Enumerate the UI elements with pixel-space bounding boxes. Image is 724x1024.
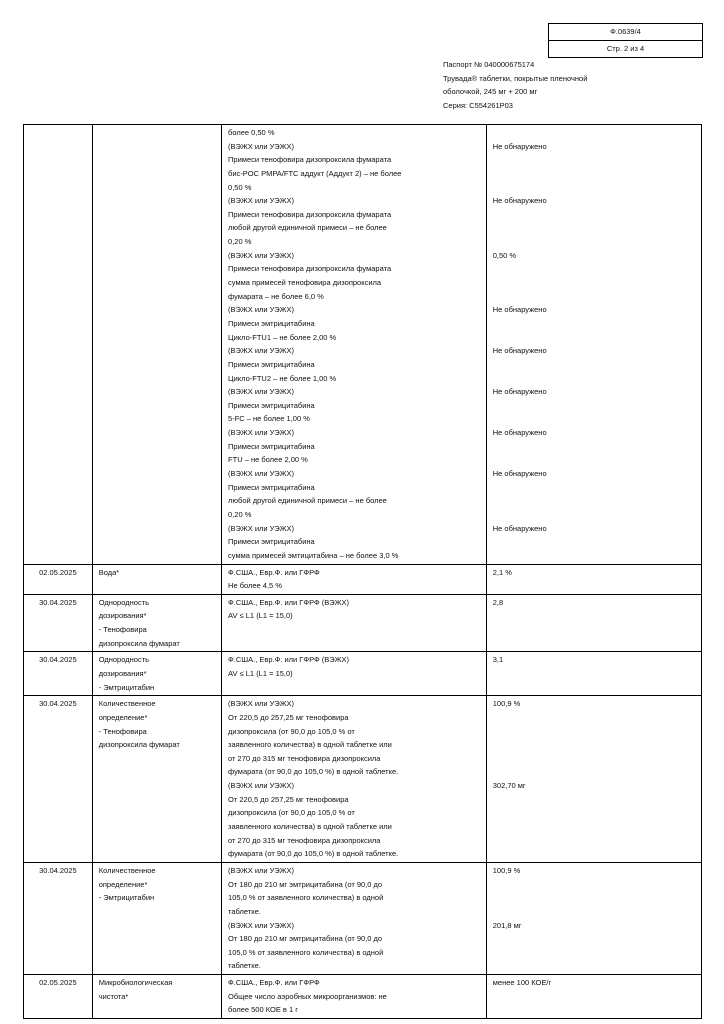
- table-row: [24, 652, 702, 696]
- test-name-line: дизопроксила фумарат: [98, 740, 180, 750]
- test-name-line: Количественное: [98, 865, 156, 875]
- form-code: Ф.0639/4: [610, 27, 641, 36]
- requirement-line: (ВЭЖХ или УЭЖХ): [228, 865, 295, 875]
- test-name-cell: [92, 564, 221, 594]
- requirement-line: 5-FC – не более 1,00 %: [228, 414, 310, 424]
- test-result-line: 100,9 %: [492, 865, 521, 875]
- test-result-line: Не обнаружено: [492, 141, 547, 151]
- test-result-line: Не обнаружено: [492, 346, 547, 356]
- table-row: [24, 862, 702, 974]
- requirement-line: заявленного количества) в одной таблетке или: [228, 740, 392, 750]
- table-row: [24, 125, 702, 565]
- requirement-line: Примеси тенофовира дизопроксила фумарата: [228, 264, 392, 274]
- requirement-line: Примеси эмтрицитабина: [228, 318, 315, 328]
- requirement-line: Примеси эмтрицитабина: [228, 441, 315, 451]
- test-result-line: Не обнаружено: [492, 469, 547, 479]
- test-result-line: [493, 891, 695, 905]
- requirement-line: Не более 4,5 %: [228, 581, 282, 591]
- test-result-cell: [486, 564, 701, 594]
- requirement-line: (ВЭЖХ или УЭЖХ): [228, 781, 295, 791]
- test-result-line: 100,9 %: [492, 699, 521, 709]
- requirement-line: Цикло-FTU2 – не более 1,00 %: [228, 373, 337, 383]
- test-result-line: менее 100 КОЕ/г: [492, 978, 552, 988]
- test-result-line: [493, 412, 695, 426]
- test-result-line: [493, 221, 695, 235]
- test-result-line: Не обнаружено: [492, 387, 547, 397]
- test-result-line: [493, 494, 695, 508]
- test-date: 30.04.2025: [24, 594, 93, 652]
- test-name-cell: [92, 696, 221, 863]
- test-result-line: [493, 878, 695, 892]
- requirement-line: любой другой единичной примеси – не более: [228, 496, 387, 506]
- requirement-line: (ВЭЖХ или УЭЖХ): [228, 428, 295, 438]
- requirement-line: Примеси тенофовира дизопроксила фумарата: [228, 209, 392, 219]
- test-result-line: [493, 481, 695, 495]
- test-result-line: Не обнаружено: [492, 523, 547, 533]
- test-name-line: Однородность: [98, 655, 150, 665]
- test-result-line: [493, 453, 695, 467]
- requirement-line: сумма примесей эмтицитабина – не более 3,0 %: [228, 550, 399, 560]
- test-result-line: [493, 276, 695, 290]
- table-row: [24, 696, 702, 863]
- requirement-line: сумма примесей тенофовира дизопроксила: [228, 278, 382, 288]
- page-number: Стр. 2 из 4: [549, 40, 702, 57]
- test-name-cell: [92, 594, 221, 652]
- test-result-line: [493, 508, 695, 522]
- requirement-line: Цикло-FTU1 – не более 2,00 %: [228, 332, 337, 342]
- test-result-line: [493, 181, 695, 195]
- test-result-line: [493, 126, 695, 140]
- test-name-line: - Эмтрицитабин: [98, 893, 155, 903]
- requirement-line: 0,50 %: [228, 182, 252, 192]
- requirement-line: (ВЭЖХ или УЭЖХ): [228, 387, 295, 397]
- requirement-line: (ВЭЖХ или УЭЖХ): [228, 523, 295, 533]
- test-result-cell: [486, 594, 701, 652]
- requirement-line: (ВЭЖХ или УЭЖХ): [228, 920, 295, 930]
- test-name-line: Однородность: [98, 597, 150, 607]
- test-result-cell: [486, 652, 701, 696]
- test-result-line: [493, 738, 695, 752]
- test-name-cell: [92, 862, 221, 974]
- test-name-cell: [92, 975, 221, 1019]
- test-result-line: 302,70 мг: [492, 781, 526, 791]
- test-result-line: [493, 167, 695, 181]
- product-form: оболочкой, 245 мг + 200 мг: [443, 87, 538, 96]
- requirement-line: более 500 КОЕ в 1 г: [228, 1005, 298, 1015]
- test-result-line: 2,1 %: [492, 567, 512, 577]
- table-row: [24, 975, 702, 1019]
- test-name-cell: [92, 125, 221, 565]
- test-result-line: 0,50 %: [492, 250, 517, 260]
- requirement-line: от 270 до 315 мг тенофовира дизопроксила: [228, 753, 381, 763]
- test-result-line: [493, 317, 695, 331]
- requirement-cell: [222, 564, 487, 594]
- test-result-line: 3,1: [492, 655, 504, 665]
- requirement-line: (ВЭЖХ или УЭЖХ): [228, 196, 295, 206]
- table-row: [24, 594, 702, 652]
- requirement-line: От 180 до 210 мг эмтрицитабина (от 90,0 до: [228, 879, 383, 889]
- test-result-line: [493, 905, 695, 919]
- test-name-line: дозирования*: [98, 668, 147, 678]
- test-result-cell: [486, 125, 701, 565]
- requirement-line: 0,20 %: [228, 509, 252, 519]
- requirement-line: Примеси эмтрицитабина: [228, 400, 315, 410]
- test-result-cell: [486, 862, 701, 974]
- requirement-line: FTU – не более 2,00 %: [228, 455, 308, 465]
- test-name-line: Микробиологическая: [98, 978, 173, 988]
- test-result-line: [493, 711, 695, 725]
- test-result-line: [493, 535, 695, 549]
- batch-series: Серия: C554261P03: [443, 100, 513, 110]
- requirement-line: Ф.США., Евр.Ф. или ГФРФ (ВЭЖХ): [228, 597, 350, 607]
- test-result-line: [493, 208, 695, 222]
- test-name-line: - Тенофовира: [98, 726, 147, 736]
- requirement-line: (ВЭЖХ или УЭЖХ): [228, 305, 295, 315]
- test-result-line: [493, 440, 695, 454]
- requirement-line: таблетке.: [228, 961, 261, 971]
- requirement-line: От 220,5 до 257,25 мг тенофовира: [228, 794, 349, 804]
- requirement-line: Ф.США., Евр.Ф. или ГФРФ (ВЭЖХ): [228, 655, 350, 665]
- test-result-line: [493, 358, 695, 372]
- requirement-line: (ВЭЖХ или УЭЖХ): [228, 469, 295, 479]
- passport-info: [443, 58, 587, 112]
- test-name-line: Количественное: [98, 699, 156, 709]
- requirement-cell: [222, 652, 487, 696]
- requirement-line: таблетке.: [228, 906, 261, 916]
- requirement-line: фумарата (от 90,0 до 105,0 %) в одной таблетке.: [228, 849, 399, 859]
- table-row: [24, 564, 702, 594]
- requirement-line: более 0,50 %: [228, 128, 275, 137]
- requirement-line: (ВЭЖХ или УЭЖХ): [228, 250, 295, 260]
- requirement-line: фумарата (от 90,0 до 105,0 %) в одной таблетке.: [228, 767, 399, 777]
- test-result-line: [493, 399, 695, 413]
- requirement-line: фумарата – не более 6,0 %: [228, 291, 324, 301]
- test-result-line: [493, 765, 695, 779]
- test-name-line: дизопроксила фумарат: [98, 638, 180, 648]
- requirement-cell: [222, 862, 487, 974]
- test-name-line: - Тенофовира: [98, 625, 147, 635]
- requirement-line: 105,0 % от заявленного количества) в одной: [228, 947, 384, 957]
- test-date: 30.04.2025: [24, 696, 93, 863]
- requirement-line: любой другой единичной примеси – не более: [228, 223, 387, 233]
- requirement-cell: [222, 975, 487, 1019]
- form-code-box: [548, 23, 703, 58]
- test-name-line: - Эмтрицитабин: [98, 682, 155, 692]
- test-result-line: [493, 262, 695, 276]
- requirement-line: дизопроксила (от 90,0 до 105,0 % от: [228, 726, 355, 736]
- requirement-cell: [222, 125, 487, 565]
- requirement-line: Ф.США., Евр.Ф. или ГФРФ: [228, 978, 320, 988]
- requirement-line: Общее число аэробных микроорганизмов: не: [228, 991, 387, 1001]
- test-result-line: [493, 290, 695, 304]
- test-name-line: дозирования*: [98, 611, 147, 621]
- requirement-line: от 270 до 315 мг тенофовира дизопроксила: [228, 835, 381, 845]
- test-name-line: Вода*: [98, 567, 120, 577]
- test-results-table: [23, 124, 702, 1019]
- requirement-line: Примеси эмтрицитабина: [228, 482, 315, 492]
- test-name-line: чистота*: [98, 991, 129, 1001]
- requirement-cell: [222, 594, 487, 652]
- requirement-line: дизопроксила (от 90,0 до 105,0 % от: [228, 808, 355, 818]
- test-name-line: определение*: [98, 712, 148, 722]
- requirement-line: (ВЭЖХ или УЭЖХ): [228, 141, 295, 151]
- test-result-line: Не обнаружено: [492, 428, 547, 438]
- test-result-line: [493, 331, 695, 345]
- test-result-line: [493, 549, 695, 563]
- test-date: 02.05.2025: [24, 564, 93, 594]
- test-date: [24, 125, 93, 565]
- product-name: Трувада® таблетки, покрытые пленочной: [443, 73, 588, 83]
- requirement-line: AV ≤ L1 (L1 = 15,0): [228, 611, 293, 621]
- requirement-line: Примеси эмтрицитабина: [228, 537, 315, 547]
- test-result-line: 201,8 мг: [492, 920, 522, 930]
- test-result-line: [493, 752, 695, 766]
- passport-number: Паспорт № 040000675174: [443, 60, 535, 69]
- test-date: 30.04.2025: [24, 862, 93, 974]
- test-date: 02.05.2025: [24, 975, 93, 1019]
- test-result-line: [493, 153, 695, 167]
- requirement-line: Ф.США., Евр.Ф. или ГФРФ: [228, 567, 320, 577]
- requirement-line: Примеси эмтрицитабина: [228, 359, 315, 369]
- test-result-line: [493, 235, 695, 249]
- requirement-cell: [222, 696, 487, 863]
- requirement-line: AV ≤ L1 (L1 = 15,0): [228, 668, 293, 678]
- requirement-line: заявленного количества) в одной таблетке или: [228, 822, 392, 832]
- requirement-line: (ВЭЖХ или УЭЖХ): [228, 699, 295, 709]
- requirement-line: (ВЭЖХ или УЭЖХ): [228, 346, 295, 356]
- requirement-line: бис-POC PMPA/FTC аддукт (Аддукт 2) – не более: [228, 168, 402, 178]
- test-result-line: Не обнаружено: [492, 305, 547, 315]
- requirement-line: Примеси тенофовира дизопроксила фумарата: [228, 155, 392, 165]
- test-result-line: [493, 372, 695, 386]
- requirement-line: 105,0 % от заявленного количества) в одной: [228, 893, 384, 903]
- test-name-cell: [92, 652, 221, 696]
- test-result-cell: [486, 696, 701, 863]
- test-name-line: определение*: [98, 879, 148, 889]
- requirement-line: От 180 до 210 мг эмтрицитабина (от 90,0 до: [228, 934, 383, 944]
- test-result-line: [493, 725, 695, 739]
- test-date: 30.04.2025: [24, 652, 93, 696]
- requirement-line: От 220,5 до 257,25 мг тенофовира: [228, 712, 349, 722]
- test-result-line: 2,8: [492, 597, 504, 607]
- requirement-line: 0,20 %: [228, 237, 252, 247]
- test-result-line: Не обнаружено: [492, 196, 547, 206]
- test-result-cell: [486, 975, 701, 1019]
